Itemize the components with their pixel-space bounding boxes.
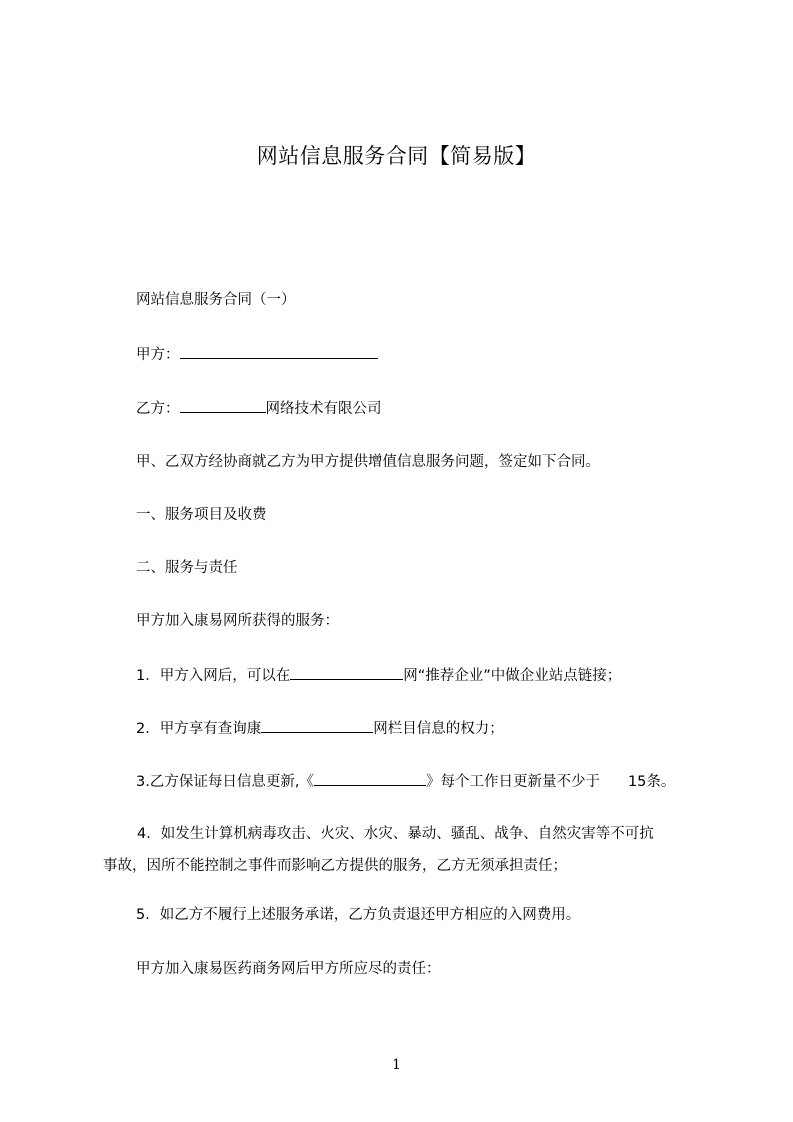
item-3-suffix: 条。 — [646, 774, 676, 790]
service-item-4 — [103, 822, 723, 878]
section-heading-2: 二、服务与责任 — [136, 560, 238, 576]
intro-paragraph: 甲、乙双方经协商就乙方为甲方提供增值信息服务问题，签定如下合同。 — [136, 454, 600, 470]
item-1-prefix: 1．甲方入网后，可以在 — [136, 668, 291, 684]
item-3-blank — [314, 769, 426, 786]
duties-heading: 甲方加入康易医药商务网后甲方所应尽的责任： — [136, 961, 441, 977]
service-item-5: 5．如乙方不履行上述服务承诺，乙方负责退还甲方相应的入网费用。 — [136, 907, 581, 923]
item-2-prefix: 2．甲方享有查询康 — [136, 721, 262, 737]
service-item-2 — [136, 716, 504, 741]
service-item-3 — [136, 769, 675, 794]
party-b-suffix: 网络技术有限公司 — [265, 401, 382, 417]
party-b-label: 乙方： — [136, 401, 180, 417]
item-2-blank — [261, 716, 373, 733]
page-number: 1 — [392, 1057, 401, 1073]
item-2-suffix: 网栏目信息的权力； — [373, 721, 504, 737]
item-4-line-2: 事故，因所不能控制之事件而影响乙方提供的服务，乙方无须承担责任； — [103, 858, 567, 874]
item-1-blank — [290, 663, 403, 680]
party-a-line — [136, 342, 378, 367]
item-3-middle: 》每个工作日更新量不少于 — [425, 774, 600, 790]
party-b-blank — [180, 396, 266, 413]
party-b-line — [136, 396, 382, 421]
service-item-1 — [136, 663, 621, 688]
section-heading-1: 一、服务项目及收费 — [136, 507, 267, 523]
party-a-label: 甲方： — [136, 347, 180, 363]
item-4-line-1: 4．如发生计算机病毒攻击、火灾、水灾、暴动、骚乱、战争、自然灾害等不可抗 — [137, 826, 654, 842]
item-3-number: 15 — [627, 774, 647, 790]
document-title: 网站信息服务合同【简易版】 — [256, 144, 537, 168]
contract-subtitle: 网站信息服务合同（一） — [136, 292, 296, 308]
item-3-prefix: 3.乙方保证每日信息更新,《 — [136, 774, 314, 790]
item-1-suffix: 网“推荐企业”中做企业站点链接； — [403, 668, 622, 684]
services-heading: 甲方加入康易网所获得的服务： — [136, 613, 339, 629]
party-a-blank — [180, 342, 378, 359]
